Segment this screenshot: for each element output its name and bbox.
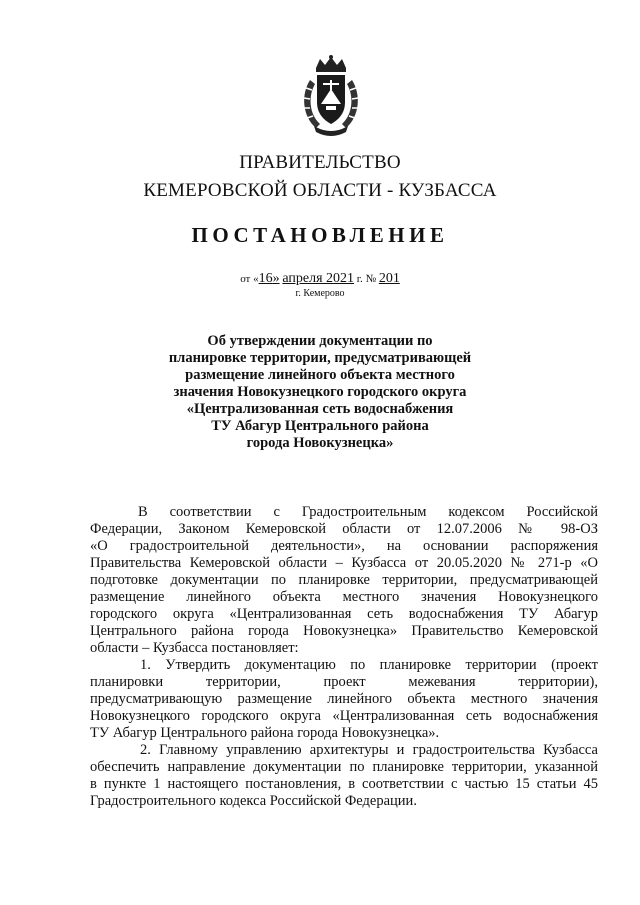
body-line: 1. Утвердить документацию по планировке территории (проект	[140, 657, 598, 673]
date-suffix: г.	[356, 273, 363, 285]
subject-line: Об утверждении документации по	[207, 333, 433, 349]
decree-number: 201	[378, 271, 400, 286]
decree-subject	[150, 333, 490, 452]
body-line: в пункте 1 настоящего постановления, в соответствии с частью 15 статьи 45	[90, 776, 598, 792]
coat-of-arms-icon	[296, 54, 366, 138]
body-line: Правительства Кемеровской области – Кузбасса от 20.05.2020 № 271-р «О	[90, 555, 598, 571]
body-line: планировки территории, проект межевания территории),	[90, 674, 598, 690]
body-line: ТУ Абагур Центрального района города Новокузнецка».	[90, 725, 440, 741]
date-month-year: апреля 2021	[282, 271, 355, 286]
body-line: подготовке документации по планировке территории, предусматривающей	[90, 572, 598, 588]
decree-date-number	[0, 271, 640, 287]
document-type-title: ПОСТАНОВЛЕНИЕ	[191, 223, 449, 247]
body-line: Новокузнецкого городского округа «Централизованная сеть водоснабжения	[90, 708, 598, 724]
government-name-line1: ПРАВИТЕЛЬСТВО	[239, 152, 401, 173]
decree-body	[90, 504, 598, 810]
body-line: Федерации, Законом Кемеровской области от 12.07.2006 № 98-ОЗ	[90, 521, 598, 537]
body-line: В соответствии с Градостроительным кодексом Российской	[138, 504, 598, 520]
body-line: обеспечить направление документации по планировке территории, указанной	[90, 759, 598, 775]
body-line: Центрального района города Новокузнецка» Правительство Кемеровской	[90, 623, 598, 639]
subject-line: размещение линейного объекта местного	[185, 367, 455, 383]
subject-line: планировке территории, предусматривающей	[168, 350, 472, 366]
subject-line: города Новокузнецка»	[246, 435, 394, 451]
date-quote-close: »	[272, 271, 280, 286]
subject-line: ТУ Абагур Центрального района	[211, 418, 429, 434]
body-line: городского округа «Централизованная сеть водоснабжения ТУ Абагур	[90, 606, 598, 622]
body-line: предусматривающую размещение линейного объекта местного значения	[90, 691, 598, 707]
date-day: 16	[258, 271, 273, 286]
body-line: области – Кузбасса постановляет:	[90, 640, 299, 656]
body-line: Градостроительного кодекса Российской Федерации.	[90, 793, 417, 809]
date-prefix: от «	[240, 273, 259, 285]
city: г. Кемерово	[295, 288, 345, 299]
government-name-line2: КЕМЕРОВСКОЙ ОБЛАСТИ - КУЗБАССА	[143, 180, 497, 201]
body-line: «О градостроительной деятельности», на основании распоряжения	[90, 538, 598, 554]
number-label: №	[365, 273, 377, 285]
subject-line: значения Новокузнецкого городского округа	[173, 384, 467, 400]
subject-line: «Централизованная сеть водоснабжения	[186, 401, 454, 417]
body-line: 2. Главному управлению архитектуры и градостроительства Кузбасса	[140, 742, 598, 758]
body-line: размещение линейного объекта местного значения Новокузнецкого	[90, 589, 598, 605]
